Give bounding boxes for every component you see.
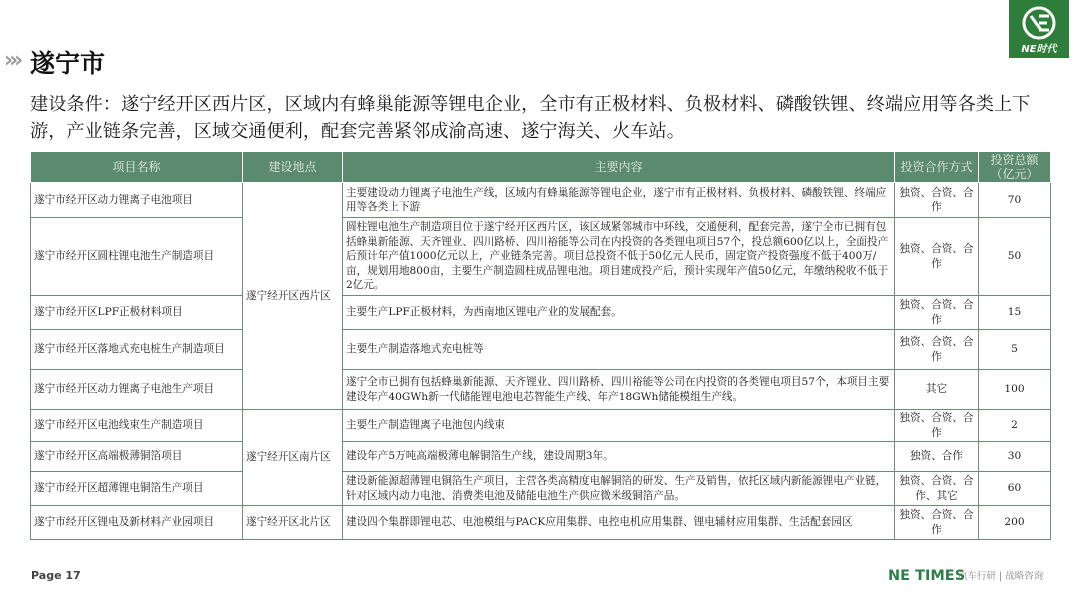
table-row: [31, 296, 1051, 330]
project-name: 遂宁市经开区动力锂离子电池生产项目: [31, 370, 243, 410]
header-location: 建设地点: [243, 152, 343, 183]
investment-amount: 70: [979, 183, 1051, 218]
project-name: 遂宁市经开区圆柱锂电池生产制造项目: [31, 218, 243, 296]
table-header-row: [31, 152, 1051, 183]
table-row: [31, 370, 1051, 410]
investment-amount: 30: [979, 442, 1051, 472]
cooperation-mode: 独资、合资、合作: [895, 218, 979, 296]
project-name: 遂宁市经开区落地式充电桩生产制造项目: [31, 330, 243, 370]
project-name: 遂宁市经开区LPF正极材料项目: [31, 296, 243, 330]
project-content: 主要生产LPF正极材料，为西南地区锂电产业的发展配套。: [343, 296, 895, 330]
investment-amount: 2: [979, 410, 1051, 442]
chevron-decoration-icon: ›››: [4, 48, 20, 73]
location-cell: 遂宁经开区南片区: [243, 410, 343, 506]
cooperation-mode: 独资、合资、合作: [895, 410, 979, 442]
location-cell: 遂宁经开区北片区: [243, 506, 343, 540]
project-content: 遂宁全市已拥有包括蜂巢新能源、天齐锂业、四川路桥、四川裕能等公司在内投资的各类锂电项目57个，本项目主要建设年产40GWh新一代储能锂电池电芯智能生产线、年产18GWh储能模组生产线。: [343, 370, 895, 410]
header-cooperation: 投资合作方式: [895, 152, 979, 183]
investment-amount: 15: [979, 296, 1051, 330]
project-content: 建设年产5万吨高端极薄电解铜箔生产线，建设周期3年。: [343, 442, 895, 472]
table-row: [31, 442, 1051, 472]
construction-conditions: 建设条件：遂宁经开区西片区，区域内有蜂巢能源等锂电企业，全市有正极材料、负极材料、磷酸铁锂、终端应用等各类上下游，产业链条完善，区域交通便利，配套完善紧邻成渝高速、遂宁海关、火车站。: [30, 94, 1031, 142]
project-name: 遂宁市经开区动力锂离子电池项目: [31, 183, 243, 218]
page-number: Page 17: [31, 569, 81, 582]
header-investment: 投资总额（亿元）: [979, 152, 1051, 183]
header-content: 主要内容: [343, 152, 895, 183]
project-name: 遂宁市经开区锂电及新材料产业园项目: [31, 506, 243, 540]
investment-amount: 5: [979, 330, 1051, 370]
cooperation-mode: 独资、合资、合作: [895, 506, 979, 540]
cooperation-mode: 独资、合资、合作: [895, 330, 979, 370]
project-name: 遂宁市经开区电池线束生产制造项目: [31, 410, 243, 442]
table-row: [31, 330, 1051, 370]
logo-mark-icon: [1019, 6, 1059, 40]
project-content: 主要生产制造落地式充电桩等: [343, 330, 895, 370]
project-content: 主要建设动力锂离子电池生产线，区域内有蜂巢能源等锂电企业，遂宁市有正极材料、负极材料、磷酸铁锂、终端应用等各类上下游: [343, 183, 895, 218]
page-title: 遂宁市: [30, 49, 106, 78]
cooperation-mode: 独资、合资、合作: [895, 296, 979, 330]
table-row: [31, 410, 1051, 442]
project-name: 遂宁市经开区高端极薄铜箔项目: [31, 442, 243, 472]
project-content: 建设新能源超薄锂电铜箔生产项目，主营各类高精度电解铜箔的研发、生产及销售，依托区域内新能源锂电产业链，针对区域内动力电池、消费类电池及储能电池生产供应微米级铜箔产品。: [343, 472, 895, 506]
table-row: [31, 472, 1051, 506]
project-content: 建设四个集群即锂电芯、电池模组与PACK应用集群、电控电机应用集群、锂电辅材应用集群、生活配套园区: [343, 506, 895, 540]
investment-amount: 50: [979, 218, 1051, 296]
investment-amount: 200: [979, 506, 1051, 540]
ne-times-logo: [1009, 0, 1069, 58]
investment-amount: 100: [979, 370, 1051, 410]
table-row: [31, 506, 1051, 540]
project-content: 主要生产制造锂离子电池包内线束: [343, 410, 895, 442]
header-project-name: 项目名称: [31, 152, 243, 183]
location-cell: 遂宁经开区西片区: [243, 183, 343, 410]
project-content: 圆柱锂电池生产制造项目位于遂宁经开区西片区，该区域紧邻城市中环线，交通便利，配套完善，遂宁全市已拥有包括蜂巢新能源、天齐锂业、四川路桥、四川裕能等公司在内投资的各类锂电项目57个，投总额600亿以上，全面投产后预计年产值1000亿元以上，产业链条完善。项目总投资不低于50亿元人民币，固定资产投资强度不低于400万/亩，规划用地800亩，主要生产制造圆柱成品锂电池。项目建成投产后，预计实现年产值50亿元，年缴纳税收不低于2亿元。: [343, 218, 895, 296]
table-row: [31, 183, 1051, 218]
cooperation-mode: 其它: [895, 370, 979, 410]
logo-text: NE时代: [1021, 44, 1057, 55]
project-table: [30, 151, 1051, 540]
project-name: 遂宁市经开区超薄锂电铜箔生产项目: [31, 472, 243, 506]
footer-brand: NE TIMES: [888, 568, 966, 584]
footer-tagline: 汽车行研 | 战略咨询: [958, 571, 1044, 582]
investment-amount: 60: [979, 472, 1051, 506]
cooperation-mode: 独资、合资、合作: [895, 183, 979, 218]
cooperation-mode: 独资、合资、合作、其它: [895, 472, 979, 506]
cooperation-mode: 独资、合作: [895, 442, 979, 472]
table-row: [31, 218, 1051, 296]
